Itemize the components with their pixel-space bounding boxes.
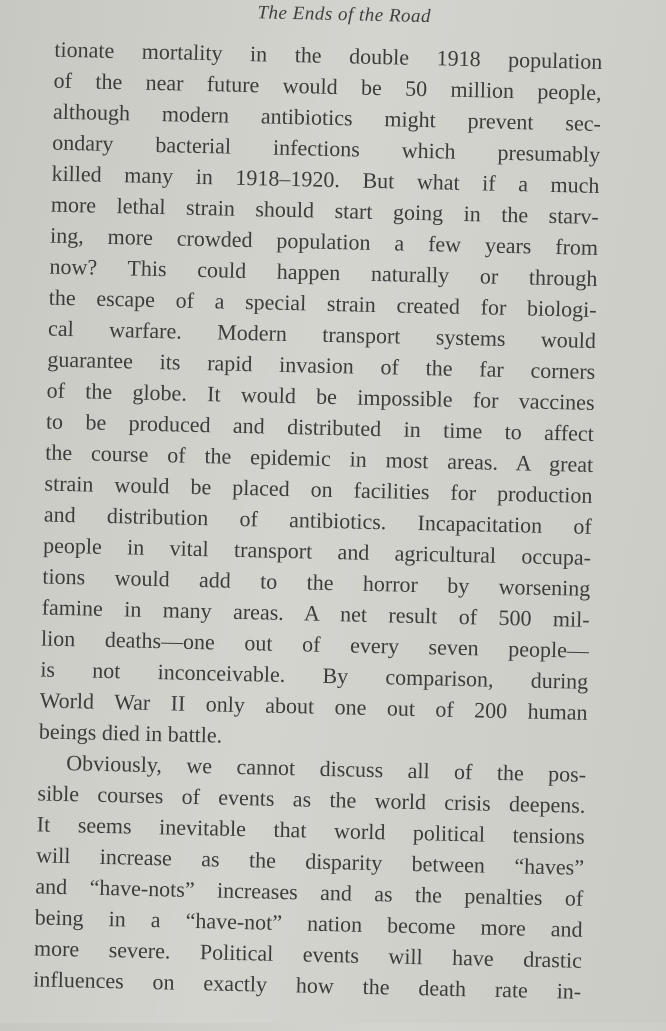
text-line: tionate mortality in the double 1918 population (54, 36, 603, 75)
text-line: tions would add to the horror by worsening (42, 563, 591, 601)
text-line: strain would be placed on facilities for production (44, 470, 593, 508)
text-line: will increase as the disparity between “haves” (35, 842, 585, 880)
text-line: ing, more crowded population a few years from (49, 222, 599, 261)
text-line: is not inconceivable. By comparison, during (40, 656, 589, 694)
text-line: It seems inevitable that world political tensions (36, 811, 585, 849)
body-text (33, 34, 603, 1007)
running-head: The Ends of the Road (257, 2, 432, 28)
text-line: more severe. Political events will have drastic (33, 935, 583, 973)
text-line: famine in many areas. A net result of 500 mil- (41, 594, 590, 632)
text-line: and distribution of antibiotics. Incapacitation of (43, 501, 593, 539)
text-line: the course of the epidemic in most areas. A great (45, 439, 594, 477)
text-line: although modern antibiotics might prevent sec- (52, 98, 602, 137)
text-line: now? This could happen naturally or through (49, 253, 598, 292)
text-line: beings died in battle. (38, 718, 223, 748)
text-line: guarantee its rapid invasion of the far corners (47, 346, 596, 384)
text-line: to be produced and distributed in time to affect (45, 408, 595, 446)
text-line: World War II only about one out of 200 human (39, 687, 588, 725)
text-line: being in a “have-not” nation become more and (34, 904, 583, 942)
text-line: of the near future would be 50 million people, (53, 67, 602, 106)
paragraph-1 (39, 34, 603, 759)
paragraph-2 (33, 746, 586, 1006)
text-line: Obviously, we cannot discuss all of the pos- (65, 750, 587, 787)
text-line: cal warfare. Modern transport systems would (47, 315, 597, 353)
text-line: ondary bacterial infections which presumably (52, 129, 601, 168)
text-line: people in vital transport and agricultural occupa- (42, 532, 592, 570)
text-line: the escape of a special strain created for biologi- (48, 284, 597, 322)
text-line: of the globe. It would be impossible for vaccines (46, 377, 595, 415)
text-line: more lethal strain should start going in the starv- (50, 191, 600, 230)
text-line: killed many in 1918–1920. But what if a much (51, 160, 600, 199)
text-line: lion deaths—one out of every seven people— (40, 625, 590, 663)
text-line: and “have-nots” increases and as the penalties of (35, 873, 584, 911)
text-line: sible courses of events as the world crisis deepens. (37, 780, 586, 818)
text-line: influences on exactly how the death rate in- (33, 966, 582, 1004)
